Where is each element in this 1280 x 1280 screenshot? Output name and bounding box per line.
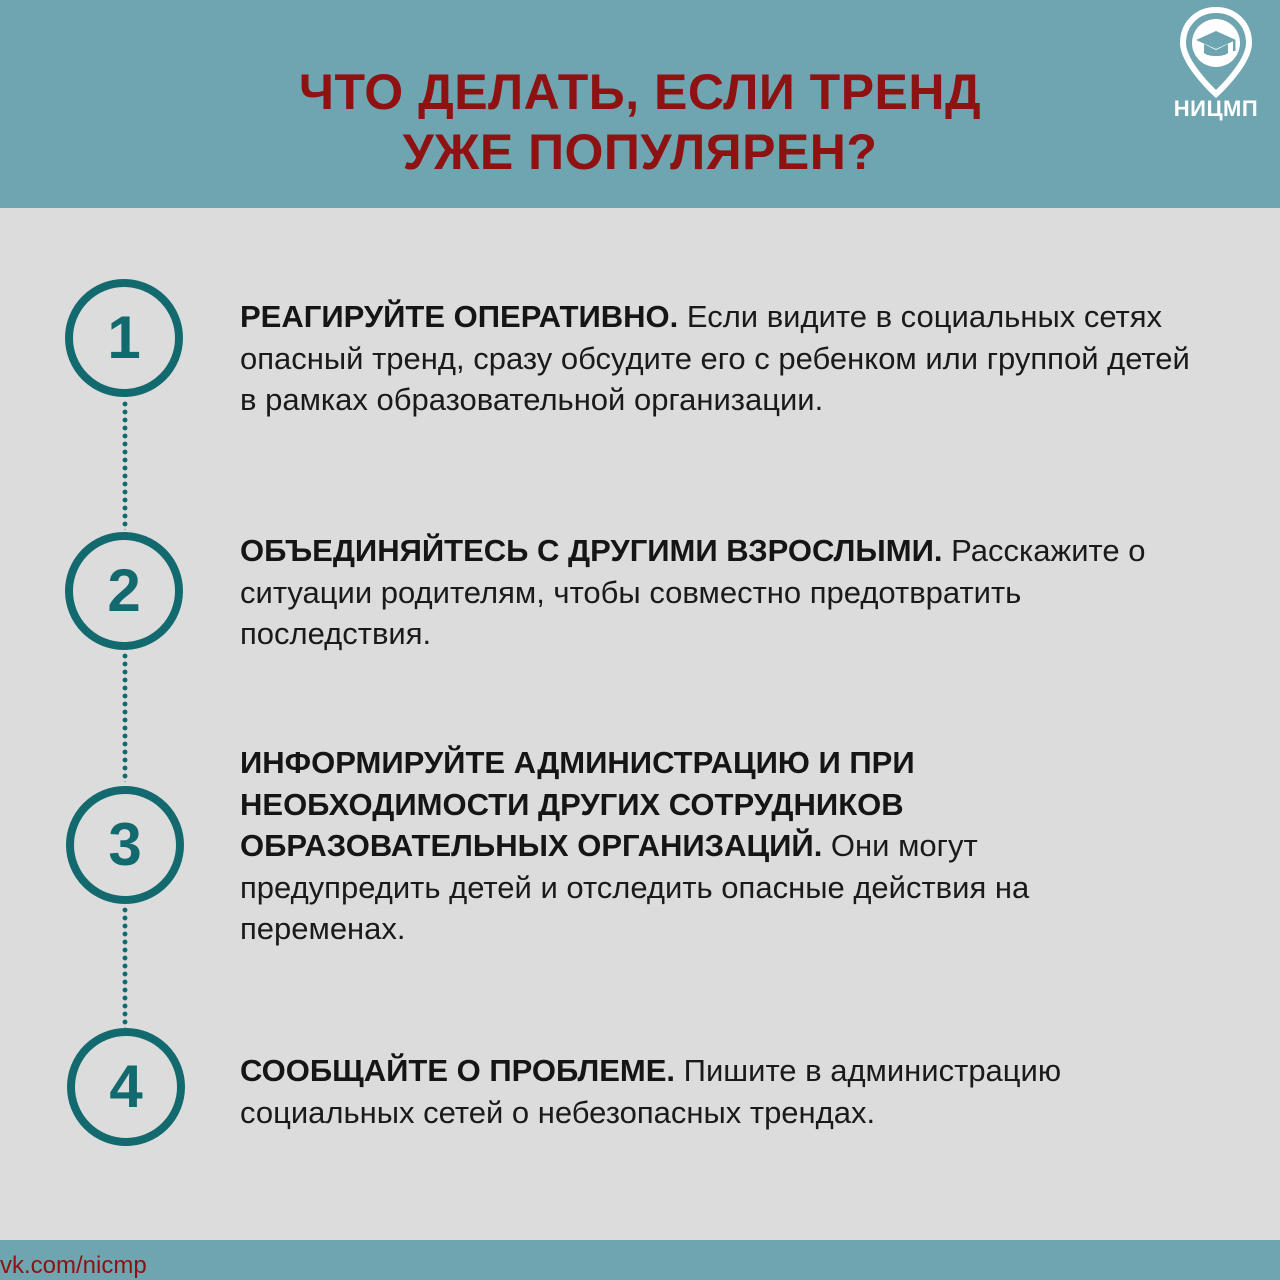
step-body: Расскажите о ситуации родителям, чтобы совместно предотвратить последствия. (240, 533, 1146, 651)
step-number-1: 1 (65, 279, 183, 397)
step-text-3 (240, 742, 1120, 950)
nicmp-logo (1160, 6, 1272, 122)
step-text-4 (240, 1050, 1160, 1133)
step-text-2 (240, 530, 1220, 655)
step-number-4: 4 (67, 1028, 185, 1146)
step-lead: ИНФОРМИРУЙТЕ АДМИНИСТРАЦИЮ И ПРИ НЕОБХОДИМОСТИ ДРУГИХ СОТРУДНИКОВ ОБРАЗОВАТЕЛЬНЫХ ОРГАНИЗАЦИЙ. (240, 745, 915, 863)
step-number-2: 2 (65, 532, 183, 650)
timeline-connector (122, 652, 128, 782)
graduation-cap-map-pin-icon (1178, 6, 1254, 98)
title-line-2: УЖЕ ПОПУЛЯРЕН? (402, 124, 878, 180)
footer-bar (0, 1240, 1280, 1280)
step-number-3: 3 (66, 786, 184, 904)
step-body: Пишите в администрацию социальных сетей о небезопасных трендах. (240, 1053, 1062, 1130)
step-body: Если видите в социальных сетях опасный тренд, сразу обсудите его с ребенком или группой детей в рамках образовательной организации. (240, 299, 1190, 417)
logo-text: НИЦМП (1173, 96, 1259, 121)
step-lead: РЕАГИРУЙТЕ ОПЕРАТИВНО. (240, 299, 679, 334)
step-lead: ОБЪЕДИНЯЙТЕСЬ С ДРУГИМИ ВЗРОСЛЫМИ. (240, 533, 943, 568)
step-body: Они могут предупредить детей и отследить опасные действия на переменах. (240, 828, 1030, 946)
page-title (140, 62, 1140, 182)
footer-link[interactable]: vk.com/nicmp (0, 1252, 147, 1279)
step-lead: СООБЩАЙТЕ О ПРОБЛЕМЕ. (240, 1053, 676, 1088)
timeline-connector (122, 906, 128, 1028)
timeline-connector (122, 400, 128, 530)
step-text-1 (240, 296, 1200, 421)
title-line-1: ЧТО ДЕЛАТЬ, ЕСЛИ ТРЕНД (298, 64, 982, 120)
